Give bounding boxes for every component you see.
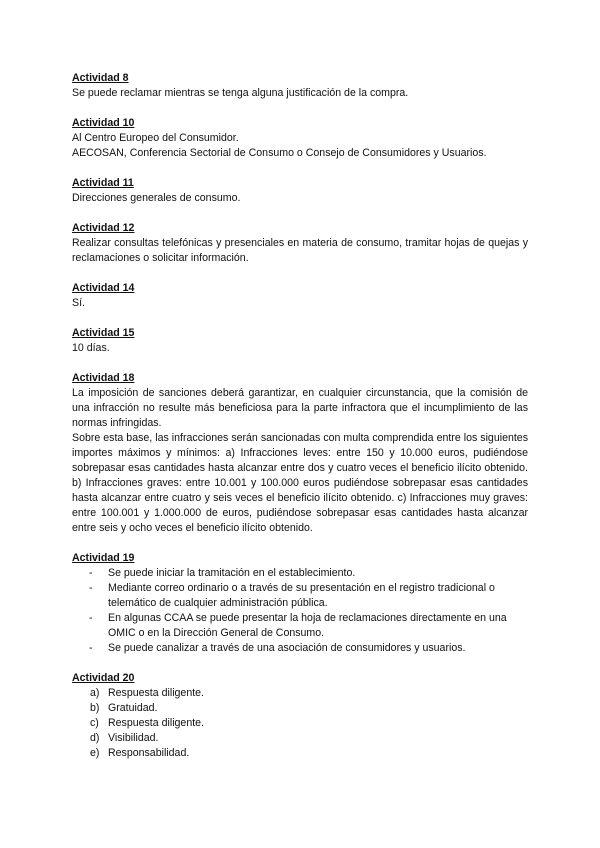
section-heading: Actividad 12 [72, 222, 135, 234]
list-item [72, 746, 528, 761]
section-actividad-8 [72, 71, 528, 101]
list-item-text: Se puede iniciar la tramitación en el establecimiento. [108, 567, 356, 579]
dash-marker: - [89, 567, 93, 579]
dash-marker: - [89, 612, 93, 624]
letter-marker: d) [90, 732, 100, 744]
section-heading: Actividad 15 [72, 327, 135, 339]
section-heading: Actividad 18 [72, 372, 135, 384]
section-actividad-12 [72, 221, 528, 266]
list-item [72, 566, 528, 581]
section-actividad-11 [72, 176, 528, 206]
answer-line: 10 días. [72, 342, 110, 354]
dash-marker: - [89, 642, 93, 654]
list-item-text: En algunas CCAA se puede presentar la hoja de reclamaciones directamente en una OMIC o en la Dirección General de Consumo. [108, 612, 507, 639]
section-actividad-15 [72, 326, 528, 356]
answer-line: Sí. [72, 297, 85, 309]
list-item-text: Visibilidad. [108, 732, 159, 744]
list-item-text: Responsabilidad. [108, 747, 190, 759]
section-actividad-20 [72, 671, 528, 761]
answer-paragraph: La imposición de sanciones deberá garantizar, en cualquier circunstancia, que la comisión de una infracción no resulte más beneficiosa para la parte infractora que el incumplimiento de las normas infringidas. [72, 387, 528, 429]
dash-list [72, 566, 528, 656]
letter-marker: a) [90, 687, 100, 699]
section-heading: Actividad 20 [72, 672, 135, 684]
list-item [72, 581, 528, 611]
list-item [72, 716, 528, 731]
section-heading: Actividad 14 [72, 282, 135, 294]
answer-paragraph: Sobre esta base, las infracciones serán sancionadas con multa comprendida entre los siguientes importes máximos y mínimos: a) Infracciones leves: entre 150 y 10.000 euros, pudiéndose sobrepasar esas cantidades hasta alcanzar entre dos y cuatro veces el beneficio ilícito obtenido. b) Infracciones graves: entre 10.001 y 100.000 euros pudiéndose sobrepasar esas cantidades hasta alcanzar entre cuatro y seis veces el beneficio ilícito obtenido. c) Infracciones muy graves: entre 100.001 y 1.000.000 de euros, pudiéndose sobrepasar esas cantidades hasta alcanzar entre seis y ocho veces el beneficio ilícito obtenido. [72, 432, 528, 534]
section-heading: Actividad 11 [72, 177, 134, 189]
list-item [72, 701, 528, 716]
list-item-text: Se puede canalizar a través de una asociación de consumidores y usuarios. [108, 642, 466, 654]
section-actividad-10 [72, 116, 528, 161]
answer-paragraph: Realizar consultas telefónicas y presenciales en materia de consumo, tramitar hojas de quejas y reclamaciones o solicitar información. [72, 237, 528, 264]
answers-content [72, 71, 528, 776]
list-item [72, 731, 528, 746]
list-item-text: Respuesta diligente. [108, 687, 204, 699]
list-item [72, 641, 528, 656]
list-item [72, 686, 528, 701]
section-heading: Actividad 10 [72, 117, 135, 129]
answer-line: Se puede reclamar mientras se tenga alguna justificación de la compra. [72, 87, 409, 99]
section-actividad-18 [72, 371, 528, 536]
letter-marker: c) [90, 717, 99, 729]
answer-line: AECOSAN, Conferencia Sectorial de Consumo o Consejo de Consumidores y Usuarios. [72, 147, 487, 159]
answer-line: Al Centro Europeo del Consumidor. [72, 132, 239, 144]
section-actividad-14 [72, 281, 528, 311]
section-heading: Actividad 19 [72, 552, 135, 564]
list-item [72, 611, 528, 641]
list-item-text: Gratuidad. [108, 702, 158, 714]
letter-marker: e) [90, 747, 100, 759]
lettered-list [72, 686, 528, 761]
section-actividad-19 [72, 551, 528, 656]
list-item-text: Mediante correo ordinario o a través de su presentación en el registro tradicional o telemático de cualquier administración pública. [108, 582, 495, 609]
answer-line: Direcciones generales de consumo. [72, 192, 241, 204]
letter-marker: b) [90, 702, 100, 714]
dash-marker: - [89, 582, 93, 594]
list-item-text: Respuesta diligente. [108, 717, 204, 729]
section-heading: Actividad 8 [72, 72, 129, 84]
